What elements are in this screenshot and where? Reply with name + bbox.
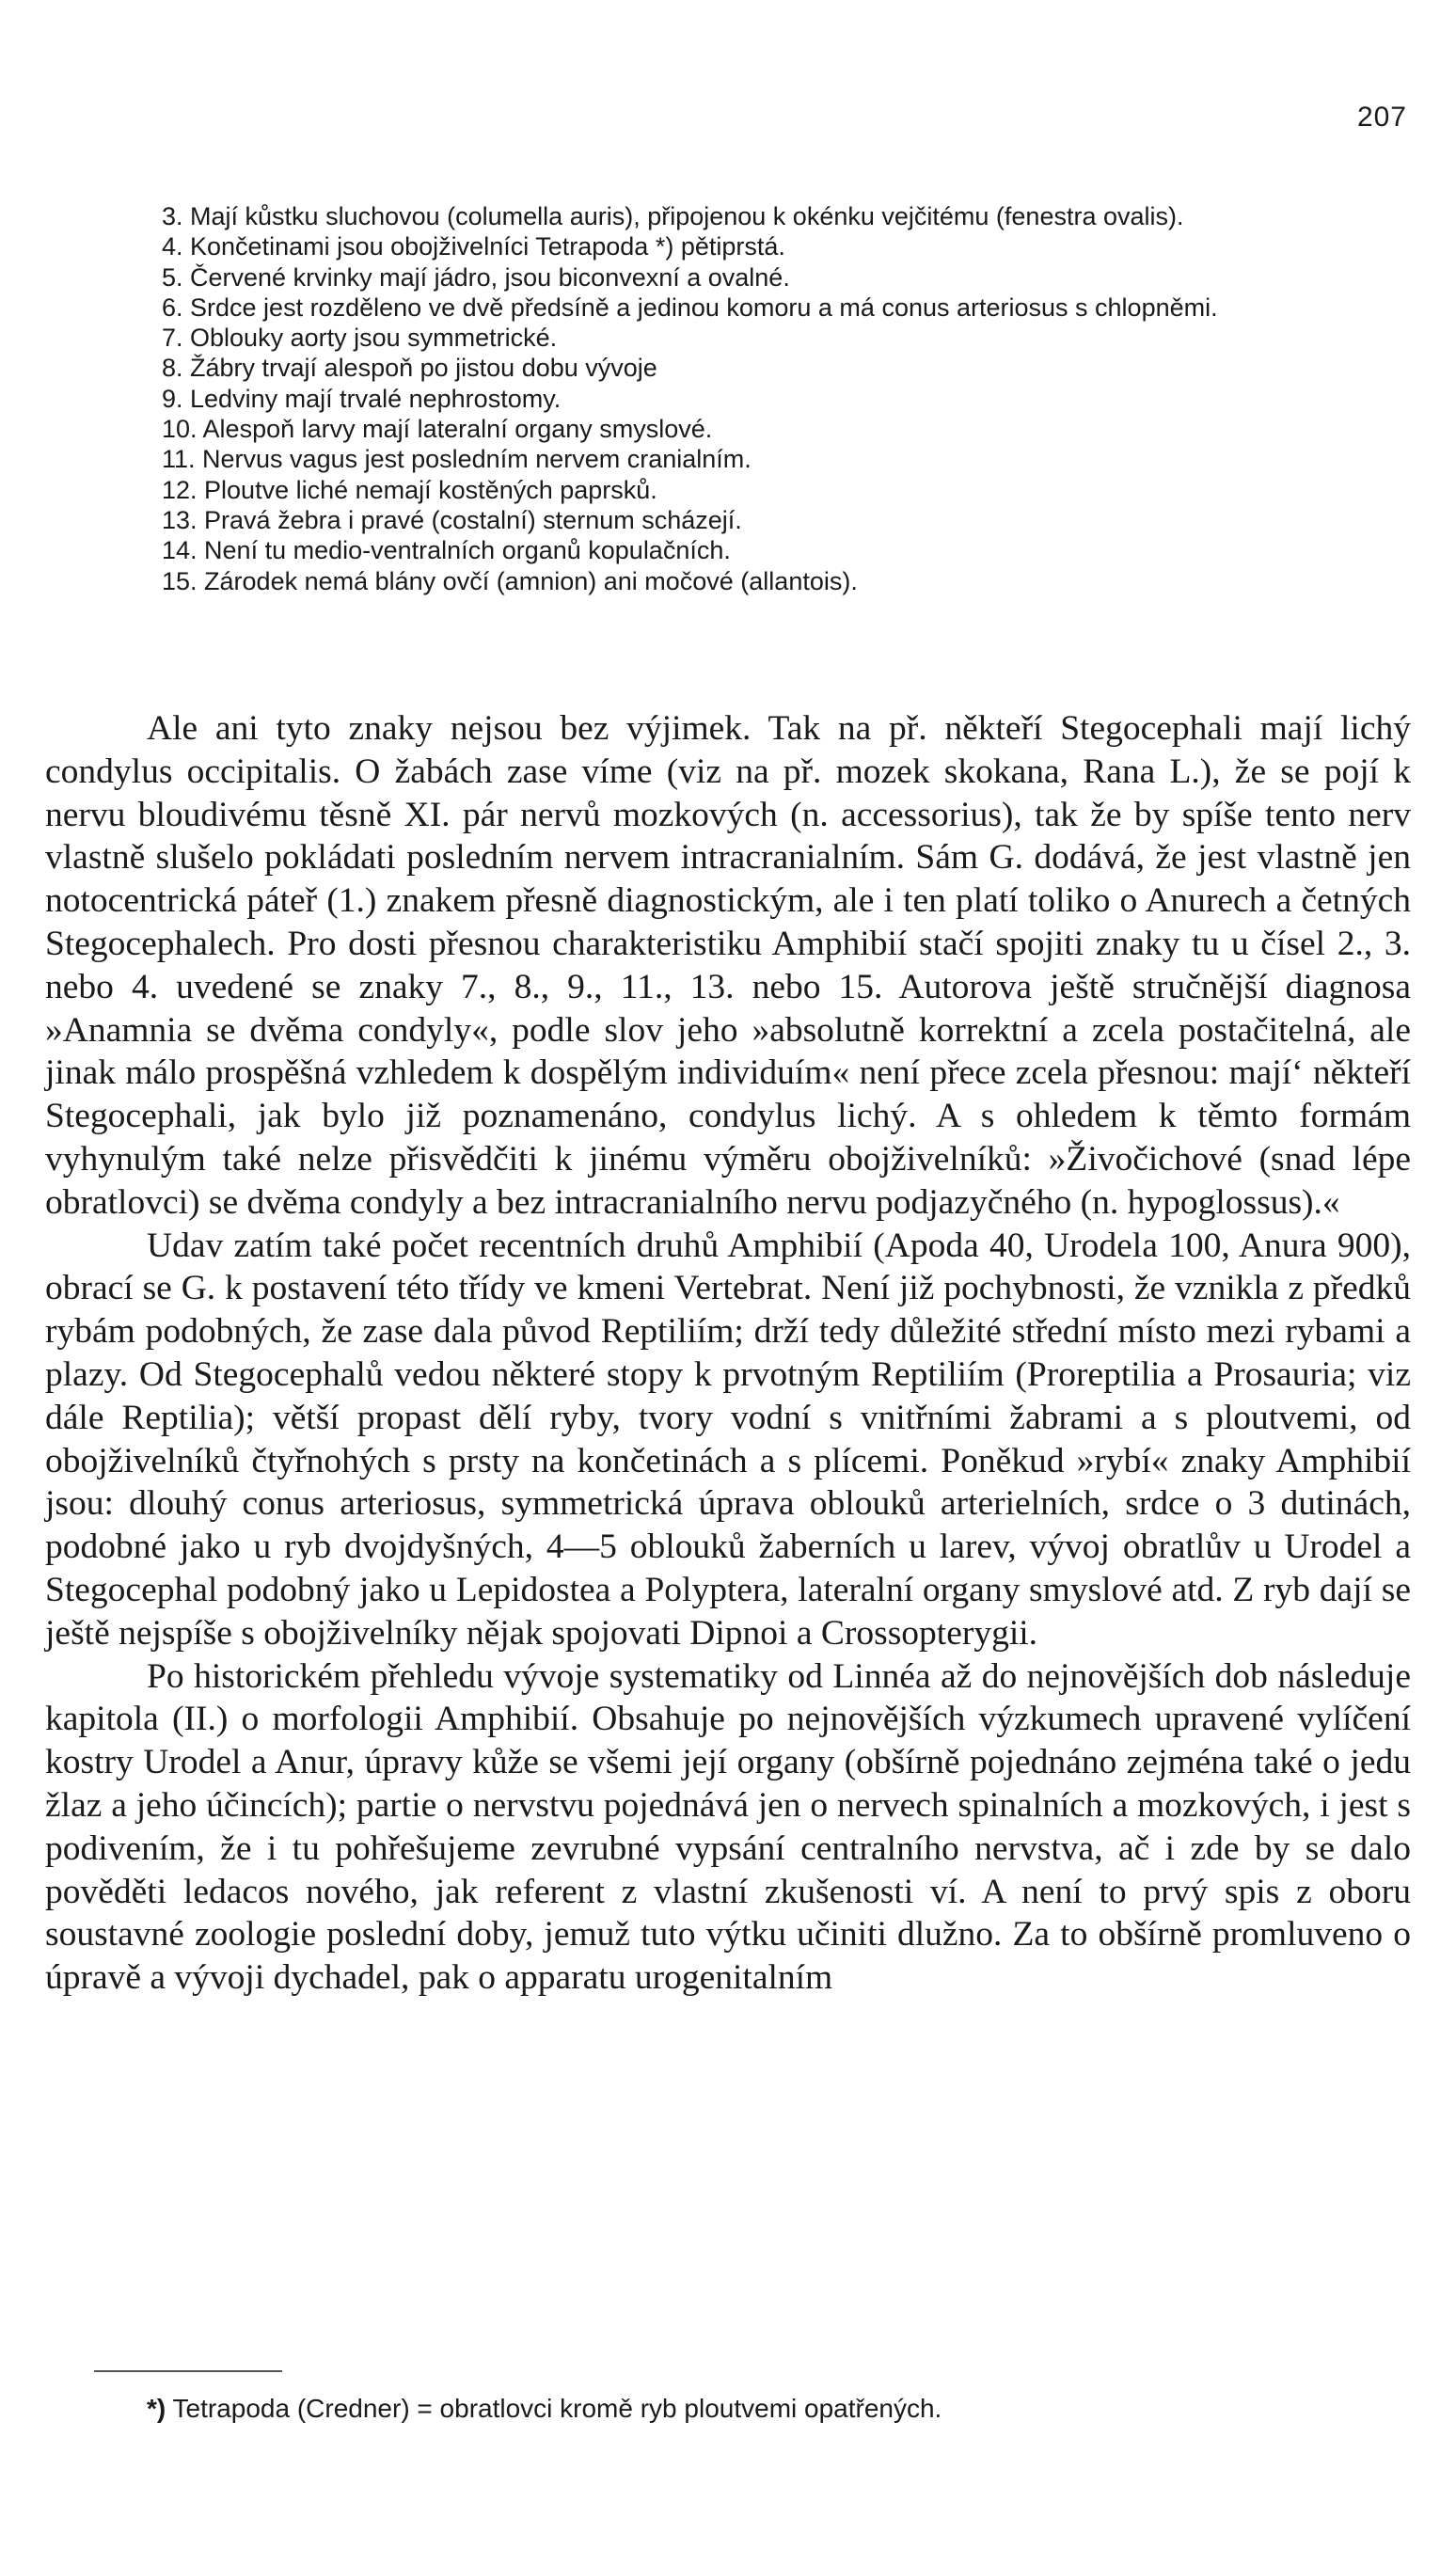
list-item: 12. Ploutve liché nemají kostěných paprsků. <box>162 475 657 504</box>
list-item: 6. Srdce jest rozděleno ve dvě předsíně a jedinou komoru a má conus arteriosus s chlopněmi. <box>162 293 1218 322</box>
footnote-divider <box>94 2370 282 2372</box>
list-item: 4. Končetinami jsou obojživelníci Tetrapoda *) pětiprstá. <box>162 232 785 261</box>
paragraph: Po historickém přehledu vývoje systematiky od Linnéa až do nejnovějších dob následuje kapitola (II.) o morfologii Amphibií. Obsahuje po nejnovějších výzkumech upravené vylíčení kostry Urodel a Anur, úpravy kůže se všemi její organy (obšírně pojednáno zejména také o jedu žlaz a jeho účincích); partie o nervstvu pojednává jen o nervech spinalních a mozkových, i jest s podivením, že i tu pohřešujeme zevrubné vypsání centralního nervstva, ač i zde by se dalo pověděti ledacos nového, jak referent z vlastní zkušenosti ví. A není to prvý spis z oboru soustavné zoologie poslední doby, jemuž tuto výtku učiniti dlužno. Za to obšírně promluveno o úpravě a vývoji dychadel, pak o apparatu urogenitalním <box>45 1656 1411 1998</box>
list-item: 15. Zárodek nemá blány ovčí (amnion) ani močové (allantois). <box>162 566 858 595</box>
footnote-marker: *) <box>147 2394 166 2423</box>
list-item: 13. Pravá žebra i pravé (costalní) sternum scházejí. <box>162 505 742 534</box>
list-item: 14. Není tu medio-ventralních organů kopulačních. <box>162 536 731 565</box>
list-item: 7. Oblouky aorty jsou symmetrické. <box>162 324 558 353</box>
body-text <box>45 707 1411 2000</box>
footnote <box>147 2393 1411 2425</box>
paragraph: Ale ani tyto znaky nejsou bez výjimek. Tak na př. někteří Stegocephali mají lichý condylus occipitalis. O žabách zase víme (viz na př. mozek skokana, Rana L.), že se pojí k nervu bloudivému těsně XI. pár nervů mozkových (n. accessorius), tak že by spíše tento nerv vlastně slušelo pokládati posledním nervem intracranialním. Sám G. dodává, že jest vlastně jen notocentrická páteř (1.) znakem přesně diagnostickým, ale i ten platí toliko o Anurech a četných Stegocephalech. Pro dosti přesnou charakteristiku Amphibií stačí spojiti znaky tu u čísel 2., 3. nebo 4. uvedené se znaky 7., 8., 9., 11., 13. nebo 15. Autorova ještě stručnější diagnosa »Anamnia se dvěma condyly«, podle slov jeho »absolutně korrektní a zcela postačitelná, ale jinak málo prospěšná vzhledem k dospělým individuím« není přece zcela přesnou: mají‘ někteří Stegocephali, jak bylo již poznamenáno, condylus lichý. A s ohledem k těmto formám vyhynulým také nelze přisvědčiti k jinému výměru obojživelníků: »Živočichové (snad lépe obratlovci) se dvěma condyly a bez intracranialního nervu podjazyčného (n. hypoglossus).« <box>45 709 1411 1222</box>
list-item: 8. Žábry trvají alespoň po jistou dobu vývoje <box>162 354 657 383</box>
list-item: 10. Alespoň larvy mají lateralní organy smyslové. <box>162 415 713 444</box>
footnote-text: Tetrapoda (Credner) = obratlovci kromě ryb ploutvemi opatřených. <box>172 2394 942 2423</box>
paragraph: Udav zatím také počet recentních druhů Amphibií (Apoda 40, Urodela 100, Anura 900), obrací se G. k postavení této třídy ve kmeni Vertebrat. Není již pochybnosti, že vznikla z předků rybám podobných, že zase dala původ Reptiliím; drží tedy důležité střední místo mezi rybami a plazy. Od Stegocephalů vedou některé stopy k prvotným Reptiliím (Proreptilia a Prosauria; viz dále Reptilia); větší propast dělí ryby, tvory vodní s vnitřními žabrami a s ploutvemi, od obojživelníků čtyřnohých s prsty na končetinách a s plícemi. Poněkud »rybí« znaky Amphibií jsou: dlouhý conus arteriosus, symmetrická úprava oblouků arterielních, srdce o 3 dutinách, podobné jako u ryb dvojdyšných, 4—5 oblouků žaberních u larev, vývoj obratlův u Urodel a Stegocephal podobný jako u Lepidostea a Polyptera, lateralní organy smyslové atd. Z ryb dají se ještě nejspíše s obojživelníky nějak spojovati Dipnoi a Crossopterygii. <box>45 1226 1411 1653</box>
list-item: 3. Mají kůstku sluchovou (columella auris), připojenou k okénku vejčitému (fenestra ovalis). <box>162 202 1184 230</box>
page-number: 207 <box>1356 102 1407 133</box>
list-item: 9. Ledviny mají trvalé nephrostomy. <box>162 384 562 413</box>
list-item: 11. Nervus vagus jest posledním nervem cranialním. <box>162 445 752 474</box>
diagnostic-list <box>45 201 1411 596</box>
list-item: 5. Červené krvinky mají jádro, jsou biconvexní a ovalné. <box>162 262 790 292</box>
